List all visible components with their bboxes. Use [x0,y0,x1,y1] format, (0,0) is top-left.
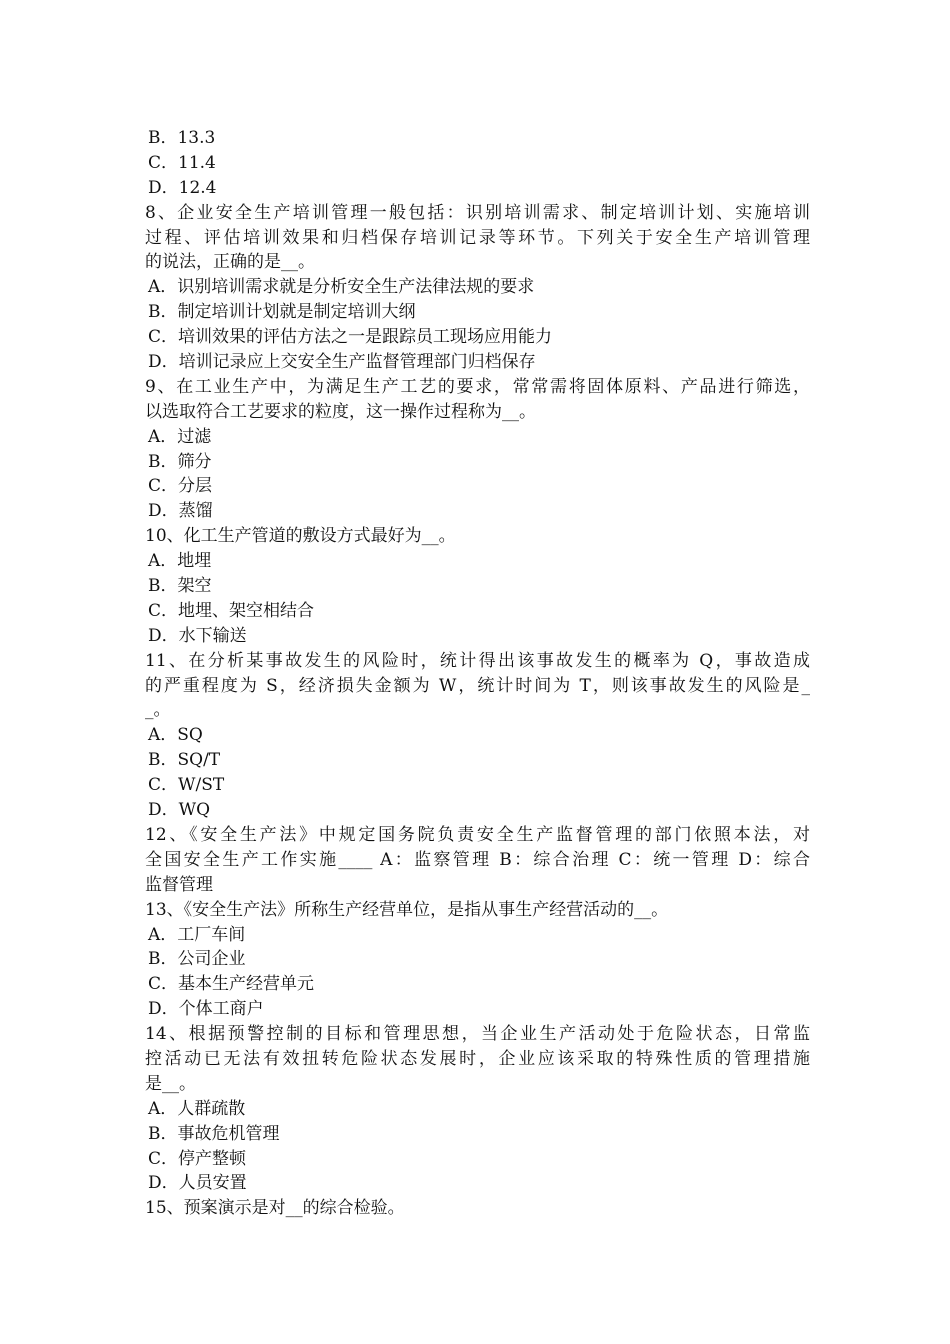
answer-option: B．架空 [148,576,212,597]
answer-option: A．地埋 [148,551,212,572]
question-text [145,1196,810,1221]
answer-option: D．蒸馏 [148,501,213,522]
answer-option: B．SQ/T [148,750,221,771]
question-line: 监督管理 [145,874,213,895]
question-line: 以选取符合工艺要求的粒度，这一操作过程称为__。 [145,401,536,422]
answer-option: B．13.3 [148,128,216,148]
answer-option: C．培训效果的评估方法之一是跟踪员工现场应用能力 [148,327,553,348]
answer-option: C．基本生产经营单元 [148,974,315,995]
answer-option: D．12.4 [148,177,217,198]
answer-option: D．水下输送 [148,625,247,646]
answer-option: C．11.4 [148,152,216,173]
answer-option: C．W/ST [148,775,225,796]
question-line: 14、根据预警控制的目标和管理思想，当企业生产活动处于危险状态，日常监 [145,1024,810,1045]
answer-option: C．停产整顿 [148,1148,247,1169]
question-text [145,898,810,923]
answer-option: A．SQ [148,725,203,746]
answer-option: A．过滤 [148,426,212,447]
question-text [145,524,810,549]
answer-option: B．事故危机管理 [148,1123,280,1144]
question-line: 10、化工生产管道的敷设方式最好为__。 [145,526,456,547]
answer-option: B．筛分 [148,451,212,472]
question-text [145,201,810,276]
question-line: 的严重程度为 S，经济损失金额为 W，统计时间为 T，则该事故发生的风险是_ [145,675,810,696]
answer-option: D．个体工商户 [148,999,264,1020]
question-line: 15、预案演示是对__的综合检验。 [145,1198,405,1219]
document-page [145,126,810,1221]
answer-option: B．公司企业 [148,949,246,970]
answer-option: C．地埋、架空相结合 [148,600,315,621]
question-line: 过程、评估培训效果和归档保存培训记录等环节。下列关于安全生产培训管理 [145,227,810,248]
question-line: 8、企业安全生产培训管理一般包括：识别培训需求、制定培训计划、实施培训 [145,202,810,223]
question-line: 13、《安全生产法》所称生产经营单位，是指从事生产经营活动的__。 [145,899,669,920]
question-line: 9、在工业生产中，为满足生产工艺的要求，常常需将固体原料、产品进行筛选， [145,376,810,397]
question-text [145,1022,810,1097]
answer-option: D．WQ [148,800,211,821]
answer-option: A．识别培训需求就是分析安全生产法律法规的要求 [148,277,535,298]
question-line: 12、《安全生产法》中规定国务院负责安全生产监督管理的部门依照本法，对 [145,824,810,845]
question-line: 的说法，正确的是__。 [145,252,315,273]
answer-option: A．人群疏散 [148,1098,246,1119]
answer-option: C．分层 [148,476,213,497]
question-line: 是__。 [145,1073,196,1094]
question-text [145,375,810,425]
answer-option: A．工厂车间 [148,924,246,945]
question-text [145,649,810,724]
question-line: 全国安全生产工作实施____ A：监察管理 B：综合治理 C：统一管理 D：综合 [145,849,810,870]
question-line: 11、在分析某事故发生的风险时，统计得出该事故发生的概率为 Q，事故造成 [145,650,810,671]
answer-option: D．培训记录应上交安全生产监督管理部门归档保存 [148,352,536,373]
question-text [145,823,810,898]
question-line: 控活动已无法有效扭转危险状态发展时，企业应该采取的特殊性质的管理措施 [145,1048,810,1069]
answer-option: D．人员安置 [148,1173,247,1194]
answer-option: B．制定培训计划就是制定培训大纲 [148,302,416,323]
question-line: _。 [145,700,171,721]
